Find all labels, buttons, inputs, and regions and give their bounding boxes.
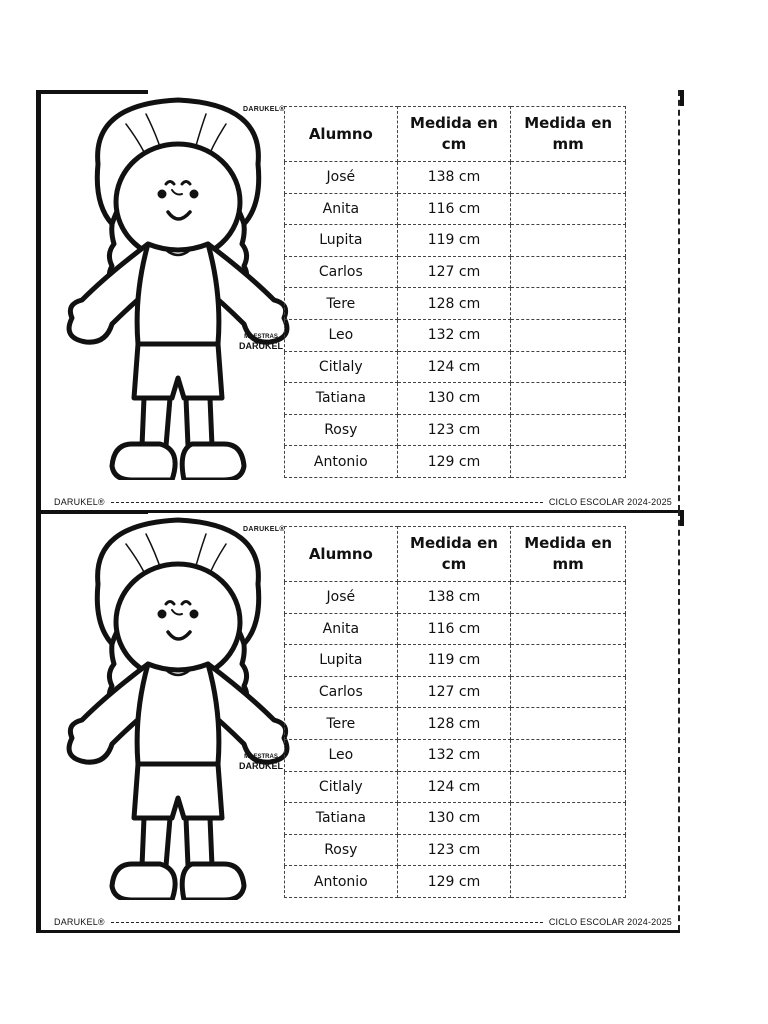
table-row [285,771,626,803]
table-row [285,256,626,288]
student-name-cell: José [285,162,398,194]
girl-coloring-figure-icon [66,94,296,480]
measure-cm-cell: 116 cm [397,193,511,225]
sheet-footer [54,495,672,509]
student-name-cell: Tatiana [285,383,398,415]
measure-cm-cell: 124 cm [397,351,511,383]
sheet-bottom-border [36,930,680,933]
column-header-medida-mm: Medida en mm [511,107,626,162]
table-row [285,613,626,645]
student-name-cell: Citlaly [285,351,398,383]
table-row [285,866,626,898]
column-header-medida-cm: Medida en cm [397,527,511,582]
student-name-cell: Leo [285,739,398,771]
measure-cm-cell: 130 cm [397,383,511,415]
frame-right-dashed-border [678,90,680,511]
darukel-logo: MAESTRAS DARUKEL [239,754,283,771]
footer-dashed-line [111,922,543,923]
table-row [285,645,626,677]
table-row [285,225,626,257]
measure-mm-input-cell[interactable] [511,225,626,257]
table-header-row [285,527,626,582]
table-row [285,676,626,708]
measure-cm-cell: 138 cm [397,582,511,614]
measure-mm-input-cell[interactable] [511,319,626,351]
worksheet-card [36,90,680,511]
table-row [285,319,626,351]
frame-left-border [36,510,41,931]
measure-mm-input-cell[interactable] [511,383,626,415]
table-row [285,288,626,320]
column-header-alumno: Alumno [285,527,398,582]
table-row [285,193,626,225]
table-row [285,446,626,478]
footer-dashed-line [111,502,543,503]
student-name-cell: Leo [285,319,398,351]
measure-mm-input-cell[interactable] [511,256,626,288]
measure-mm-input-cell[interactable] [511,739,626,771]
measure-cm-cell: 129 cm [397,446,511,478]
table-row [285,351,626,383]
table-row [285,162,626,194]
measure-mm-input-cell[interactable] [511,676,626,708]
measure-mm-input-cell[interactable] [511,803,626,835]
student-name-cell: Carlos [285,256,398,288]
table-row [285,414,626,446]
measure-mm-input-cell[interactable] [511,351,626,383]
measure-cm-cell: 119 cm [397,225,511,257]
measure-cm-cell: 138 cm [397,162,511,194]
student-name-cell: Tatiana [285,803,398,835]
student-name-cell: Lupita [285,645,398,677]
table-row [285,739,626,771]
table-row [285,582,626,614]
measure-cm-cell: 123 cm [397,414,511,446]
worksheet-card [36,510,680,931]
footer-brand: DARUKEL® [54,917,105,927]
measure-cm-cell: 116 cm [397,613,511,645]
measure-mm-input-cell[interactable] [511,162,626,194]
student-name-cell: Carlos [285,676,398,708]
measure-mm-input-cell[interactable] [511,834,626,866]
student-name-cell: Anita [285,613,398,645]
frame-right-dashed-border [678,510,680,931]
student-name-cell: Citlaly [285,771,398,803]
student-name-cell: Lupita [285,225,398,257]
column-header-medida-cm: Medida en cm [397,107,511,162]
frame-left-border [36,90,41,511]
footer-brand: DARUKEL® [54,497,105,507]
student-name-cell: José [285,582,398,614]
measure-mm-input-cell[interactable] [511,866,626,898]
table-header-row [285,107,626,162]
measure-mm-input-cell[interactable] [511,288,626,320]
measure-mm-input-cell[interactable] [511,645,626,677]
student-name-cell: Anita [285,193,398,225]
measure-mm-input-cell[interactable] [511,414,626,446]
measure-cm-cell: 124 cm [397,771,511,803]
column-header-medida-mm: Medida en mm [511,527,626,582]
student-name-cell: Rosy [285,414,398,446]
table-row [285,708,626,740]
measure-mm-input-cell[interactable] [511,446,626,478]
student-name-cell: Tere [285,708,398,740]
measure-mm-input-cell[interactable] [511,193,626,225]
measure-cm-cell: 123 cm [397,834,511,866]
footer-school-year: CICLO ESCOLAR 2024-2025 [548,917,672,927]
measure-cm-cell: 127 cm [397,256,511,288]
measure-cm-cell: 129 cm [397,866,511,898]
measure-cm-cell: 132 cm [397,739,511,771]
brand-label: DARUKEL® [243,106,285,113]
measure-cm-cell: 132 cm [397,319,511,351]
measurement-table [284,526,626,898]
brand-label: DARUKEL® [243,526,285,533]
darukel-logo: MAESTRAS DARUKEL [239,334,283,351]
sheet-footer [54,915,672,929]
table-row [285,803,626,835]
measure-cm-cell: 119 cm [397,645,511,677]
measure-cm-cell: 128 cm [397,708,511,740]
footer-school-year: CICLO ESCOLAR 2024-2025 [548,497,672,507]
girl-coloring-figure-icon [66,514,296,900]
measure-cm-cell: 128 cm [397,288,511,320]
measure-cm-cell: 127 cm [397,676,511,708]
frame-right-solid-border [680,510,684,526]
measure-mm-input-cell[interactable] [511,613,626,645]
table-row [285,383,626,415]
student-name-cell: Rosy [285,834,398,866]
measure-cm-cell: 130 cm [397,803,511,835]
student-name-cell: Tere [285,288,398,320]
measure-mm-input-cell[interactable] [511,708,626,740]
frame-right-solid-border [680,90,684,106]
measure-mm-input-cell[interactable] [511,582,626,614]
measure-mm-input-cell[interactable] [511,771,626,803]
column-header-alumno: Alumno [285,107,398,162]
table-row [285,834,626,866]
student-name-cell: Antonio [285,446,398,478]
measurement-table [284,106,626,478]
student-name-cell: Antonio [285,866,398,898]
